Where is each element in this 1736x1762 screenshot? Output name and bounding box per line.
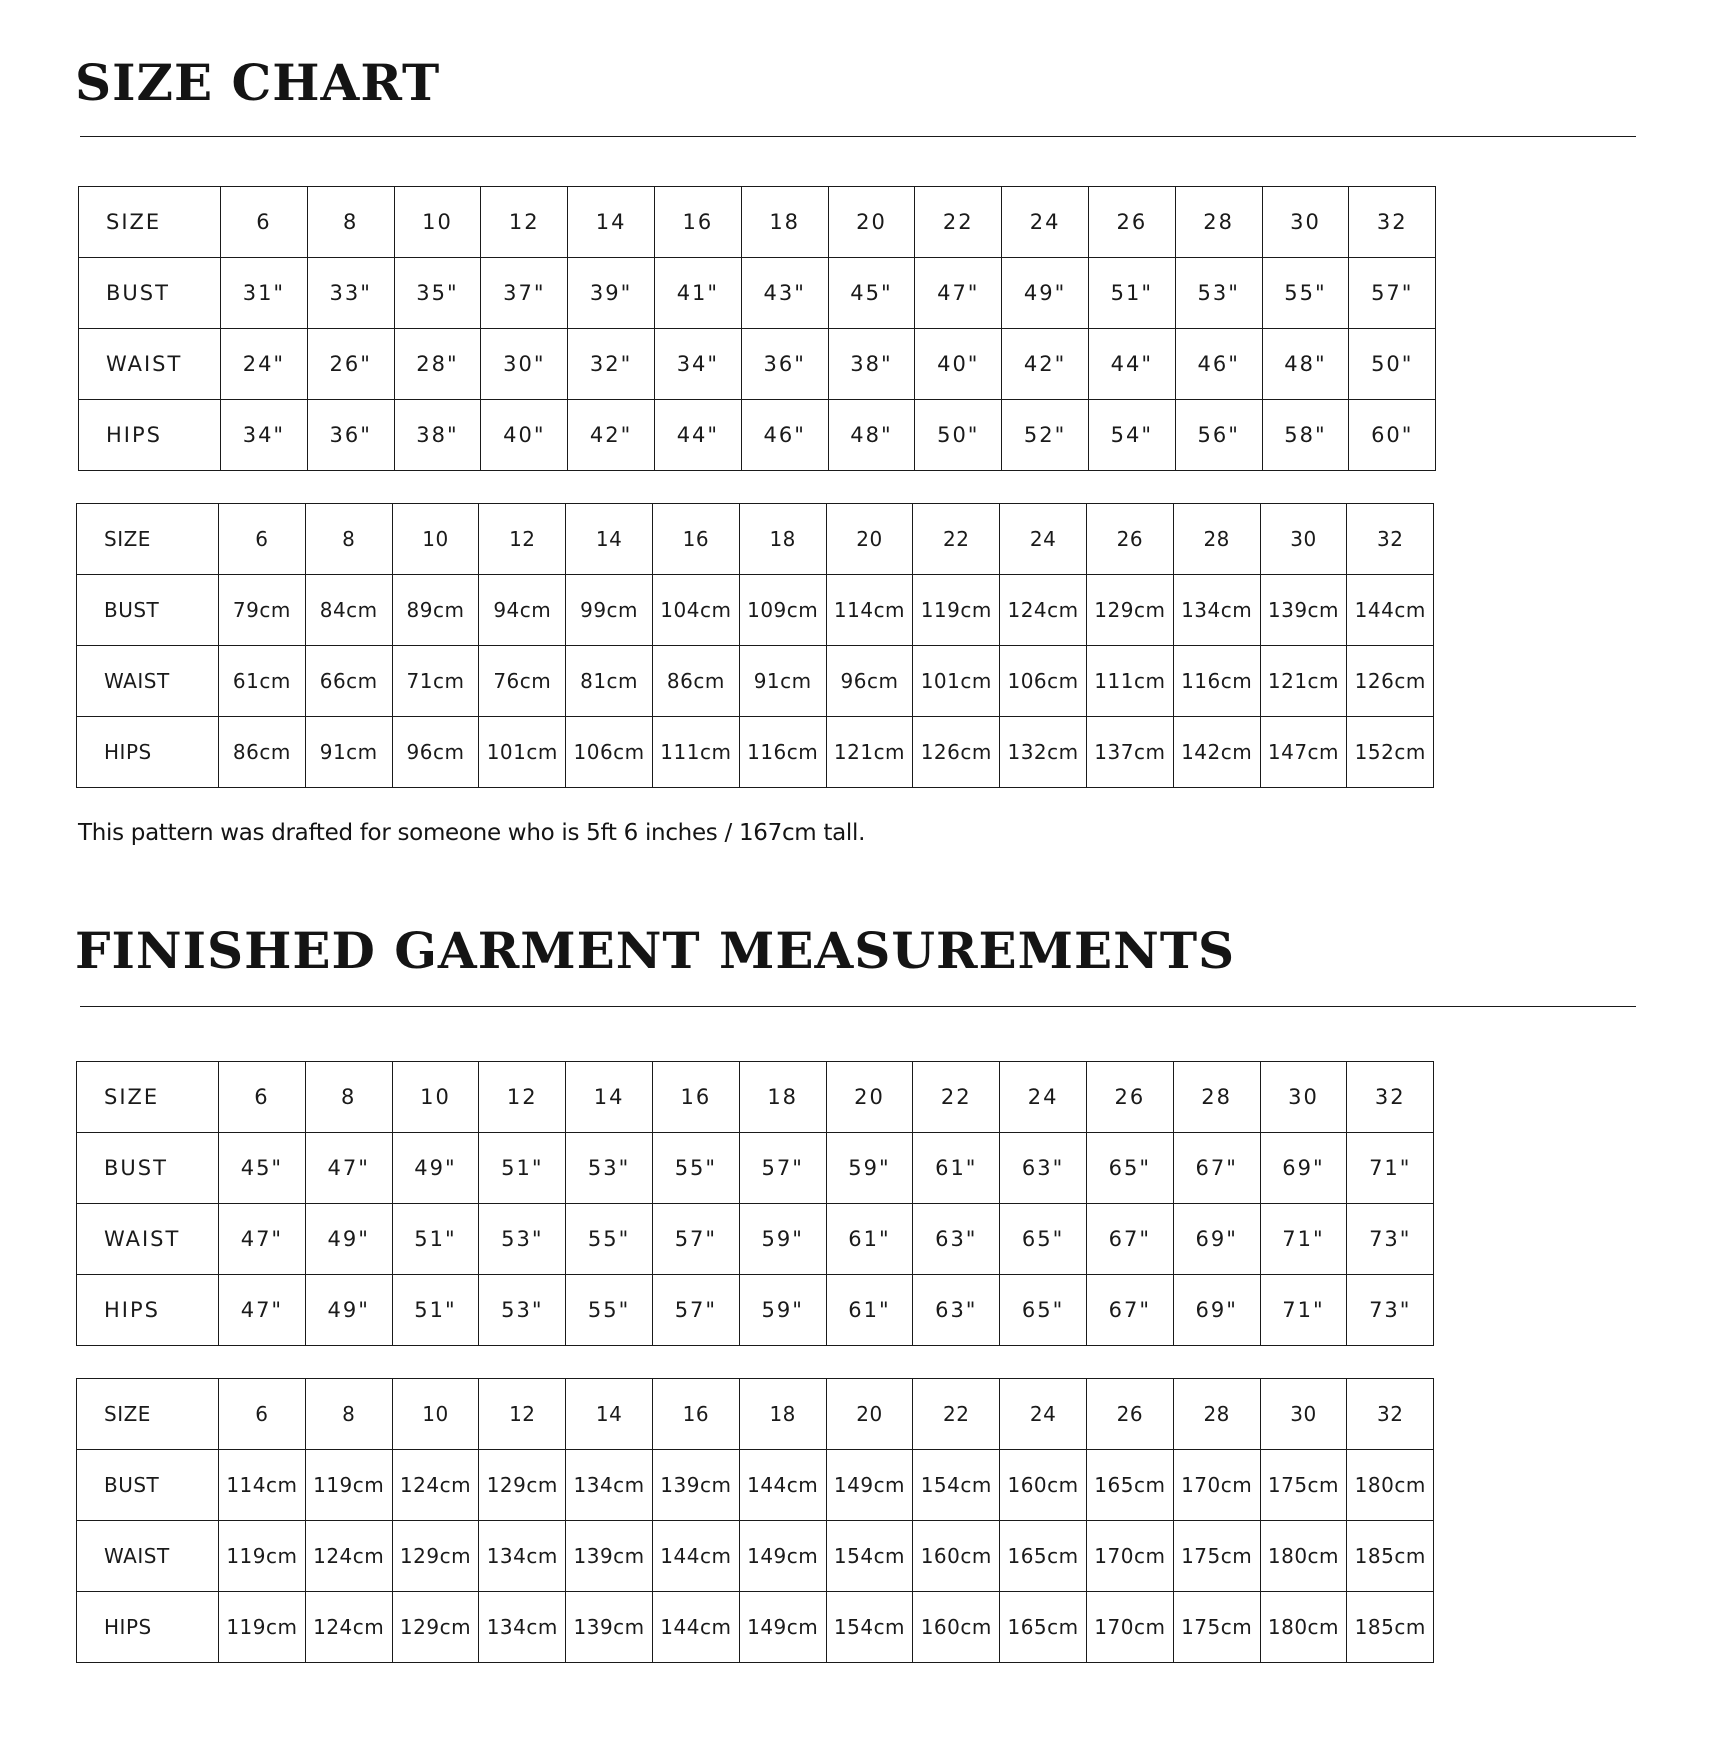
measurement-cell: 89cm <box>392 575 479 646</box>
measurement-cell: 154cm <box>826 1521 913 1592</box>
size-header-cell: 18 <box>741 187 828 258</box>
measurement-cell: 73" <box>1347 1275 1434 1346</box>
size-header-cell: 14 <box>566 1062 653 1133</box>
size-header-cell: 16 <box>652 1062 739 1133</box>
measurement-cell: 134cm <box>566 1450 653 1521</box>
measurement-cell: 91cm <box>305 717 392 788</box>
measurement-cell: 50" <box>1349 329 1436 400</box>
measurement-cell: 34" <box>221 400 308 471</box>
measurement-cell: 30" <box>481 329 568 400</box>
table-row <box>77 1592 1434 1663</box>
measurement-cell: 47" <box>219 1275 306 1346</box>
measurement-cell: 32" <box>568 329 655 400</box>
size-chart-title: SIZE CHART <box>75 53 441 112</box>
measurement-cell: 109cm <box>739 575 826 646</box>
measurement-cell: 38" <box>394 400 481 471</box>
measurement-cell: 175cm <box>1173 1592 1260 1663</box>
table-row <box>77 1133 1434 1204</box>
measurement-cell: 73" <box>1347 1204 1434 1275</box>
table-row <box>77 1450 1434 1521</box>
size-header-cell: 26 <box>1086 1062 1173 1133</box>
measurement-cell: 61cm <box>219 646 306 717</box>
measurement-cell: 81cm <box>566 646 653 717</box>
title-divider <box>80 1006 1636 1007</box>
row-label: SIZE <box>77 504 219 575</box>
size-header-cell: 30 <box>1260 1062 1347 1133</box>
measurement-cell: 36" <box>307 400 394 471</box>
measurement-cell: 180cm <box>1260 1521 1347 1592</box>
measurement-cell: 47" <box>305 1133 392 1204</box>
measurement-cell: 165cm <box>1000 1521 1087 1592</box>
measurement-cell: 119cm <box>219 1592 306 1663</box>
size-header-cell: 14 <box>568 187 655 258</box>
measurement-cell: 61" <box>913 1133 1000 1204</box>
size-header-cell: 16 <box>654 187 741 258</box>
measurement-cell: 67" <box>1086 1275 1173 1346</box>
measurement-cell: 50" <box>915 400 1002 471</box>
table-row <box>77 717 1434 788</box>
measurement-cell: 134cm <box>479 1592 566 1663</box>
size-header-cell: 28 <box>1175 187 1262 258</box>
measurement-cell: 99cm <box>566 575 653 646</box>
measurement-cell: 46" <box>741 400 828 471</box>
measurement-cell: 126cm <box>1347 646 1434 717</box>
size-header-cell: 20 <box>826 1062 913 1133</box>
height-note: This pattern was drafted for someone who is 5ft 6 inches / 167cm tall. <box>78 820 866 846</box>
measurement-cell: 71cm <box>392 646 479 717</box>
measurement-cell: 139cm <box>566 1521 653 1592</box>
measurement-cell: 45" <box>219 1133 306 1204</box>
size-header-cell: 10 <box>394 187 481 258</box>
measurement-cell: 121cm <box>1260 646 1347 717</box>
row-label: HIPS <box>77 717 219 788</box>
measurement-cell: 55" <box>566 1204 653 1275</box>
size-header-cell: 22 <box>915 187 1002 258</box>
size-header-cell: 18 <box>739 504 826 575</box>
measurement-cell: 124cm <box>305 1521 392 1592</box>
measurement-cell: 124cm <box>305 1592 392 1663</box>
measurement-cell: 129cm <box>1086 575 1173 646</box>
measurement-cell: 54" <box>1088 400 1175 471</box>
measurement-cell: 84cm <box>305 575 392 646</box>
measurement-cell: 96cm <box>826 646 913 717</box>
measurement-cell: 40" <box>915 329 1002 400</box>
measurement-cell: 160cm <box>913 1521 1000 1592</box>
measurement-cell: 28" <box>394 329 481 400</box>
measurement-cell: 86cm <box>219 717 306 788</box>
measurement-cell: 52" <box>1002 400 1089 471</box>
measurement-cell: 59" <box>739 1204 826 1275</box>
table-row <box>79 329 1436 400</box>
size-header-cell: 30 <box>1262 187 1349 258</box>
size-header-cell: 16 <box>652 1379 739 1450</box>
measurement-cell: 185cm <box>1347 1521 1434 1592</box>
measurement-cell: 47" <box>915 258 1002 329</box>
size-header-cell: 24 <box>1000 504 1087 575</box>
row-label: WAIST <box>77 1204 219 1275</box>
size-header-cell: 28 <box>1173 1062 1260 1133</box>
measurement-cell: 185cm <box>1347 1592 1434 1663</box>
measurement-cell: 48" <box>828 400 915 471</box>
size-chart-cm-table <box>76 503 1434 788</box>
measurement-cell: 69" <box>1260 1133 1347 1204</box>
size-header-cell: 6 <box>219 504 306 575</box>
measurement-cell: 134cm <box>479 1521 566 1592</box>
row-label: HIPS <box>77 1275 219 1346</box>
measurement-cell: 34" <box>654 329 741 400</box>
size-header-cell: 6 <box>221 187 308 258</box>
measurement-cell: 48" <box>1262 329 1349 400</box>
measurement-cell: 121cm <box>826 717 913 788</box>
measurement-cell: 39" <box>568 258 655 329</box>
measurement-cell: 49" <box>305 1275 392 1346</box>
measurement-cell: 33" <box>307 258 394 329</box>
measurement-cell: 66cm <box>305 646 392 717</box>
measurement-cell: 71" <box>1347 1133 1434 1204</box>
measurement-cell: 106cm <box>1000 646 1087 717</box>
measurement-cell: 101cm <box>479 717 566 788</box>
measurement-cell: 124cm <box>1000 575 1087 646</box>
row-label: HIPS <box>77 1592 219 1663</box>
measurement-cell: 129cm <box>392 1521 479 1592</box>
row-label: WAIST <box>77 646 219 717</box>
measurement-cell: 86cm <box>652 646 739 717</box>
measurement-cell: 111cm <box>652 717 739 788</box>
table-row <box>77 1379 1434 1450</box>
measurement-cell: 175cm <box>1173 1521 1260 1592</box>
table-row <box>77 1062 1434 1133</box>
measurement-cell: 114cm <box>826 575 913 646</box>
measurement-cell: 144cm <box>652 1521 739 1592</box>
measurement-cell: 46" <box>1175 329 1262 400</box>
row-label: SIZE <box>77 1379 219 1450</box>
measurement-cell: 57" <box>652 1275 739 1346</box>
measurement-cell: 170cm <box>1173 1450 1260 1521</box>
size-header-cell: 28 <box>1173 1379 1260 1450</box>
measurement-cell: 126cm <box>913 717 1000 788</box>
measurement-cell: 144cm <box>739 1450 826 1521</box>
measurement-cell: 106cm <box>566 717 653 788</box>
measurement-cell: 137cm <box>1086 717 1173 788</box>
measurement-cell: 26" <box>307 329 394 400</box>
table-row <box>77 504 1434 575</box>
row-label: WAIST <box>79 329 221 400</box>
measurement-cell: 116cm <box>739 717 826 788</box>
measurement-cell: 53" <box>479 1204 566 1275</box>
measurement-cell: 101cm <box>913 646 1000 717</box>
measurement-cell: 58" <box>1262 400 1349 471</box>
size-header-cell: 10 <box>392 1379 479 1450</box>
measurement-cell: 119cm <box>219 1521 306 1592</box>
measurement-cell: 129cm <box>479 1450 566 1521</box>
table-row <box>77 575 1434 646</box>
size-header-cell: 30 <box>1260 1379 1347 1450</box>
row-label: SIZE <box>77 1062 219 1133</box>
measurement-cell: 65" <box>1000 1204 1087 1275</box>
measurement-cell: 132cm <box>1000 717 1087 788</box>
measurement-cell: 36" <box>741 329 828 400</box>
measurement-cell: 42" <box>568 400 655 471</box>
size-header-cell: 22 <box>913 1062 1000 1133</box>
row-label: BUST <box>77 1450 219 1521</box>
measurement-cell: 63" <box>913 1204 1000 1275</box>
measurement-cell: 31" <box>221 258 308 329</box>
measurement-cell: 43" <box>741 258 828 329</box>
table-row <box>77 646 1434 717</box>
measurement-cell: 71" <box>1260 1204 1347 1275</box>
measurement-cell: 142cm <box>1173 717 1260 788</box>
measurement-cell: 37" <box>481 258 568 329</box>
finished-garment-title: FINISHED GARMENT MEASUREMENTS <box>75 921 1236 980</box>
measurement-cell: 59" <box>739 1275 826 1346</box>
title-divider <box>80 136 1636 137</box>
measurement-cell: 56" <box>1175 400 1262 471</box>
size-header-cell: 8 <box>307 187 394 258</box>
size-header-cell: 22 <box>913 504 1000 575</box>
measurement-cell: 170cm <box>1086 1521 1173 1592</box>
measurement-cell: 160cm <box>913 1592 1000 1663</box>
size-header-cell: 24 <box>1000 1062 1087 1133</box>
measurement-cell: 180cm <box>1347 1450 1434 1521</box>
row-label: BUST <box>77 1133 219 1204</box>
measurement-cell: 149cm <box>826 1450 913 1521</box>
size-header-cell: 18 <box>739 1062 826 1133</box>
table-row <box>77 1521 1434 1592</box>
measurement-cell: 44" <box>654 400 741 471</box>
size-header-cell: 20 <box>826 1379 913 1450</box>
size-header-cell: 14 <box>566 504 653 575</box>
size-header-cell: 20 <box>826 504 913 575</box>
size-header-cell: 12 <box>479 1062 566 1133</box>
row-label: BUST <box>79 258 221 329</box>
size-header-cell: 18 <box>739 1379 826 1450</box>
measurement-cell: 76cm <box>479 646 566 717</box>
row-label: WAIST <box>77 1521 219 1592</box>
measurement-cell: 59" <box>826 1133 913 1204</box>
measurement-cell: 139cm <box>652 1450 739 1521</box>
row-label: BUST <box>77 575 219 646</box>
size-header-cell: 8 <box>305 504 392 575</box>
measurement-cell: 65" <box>1000 1275 1087 1346</box>
measurement-cell: 51" <box>392 1204 479 1275</box>
measurement-cell: 53" <box>566 1133 653 1204</box>
measurement-cell: 67" <box>1173 1133 1260 1204</box>
size-header-cell: 24 <box>1000 1379 1087 1450</box>
row-label: SIZE <box>79 187 221 258</box>
measurement-cell: 49" <box>1002 258 1089 329</box>
measurement-cell: 57" <box>739 1133 826 1204</box>
measurement-cell: 60" <box>1349 400 1436 471</box>
measurement-cell: 53" <box>1175 258 1262 329</box>
table-row <box>77 1275 1434 1346</box>
measurement-cell: 116cm <box>1173 646 1260 717</box>
measurement-cell: 41" <box>654 258 741 329</box>
measurement-cell: 69" <box>1173 1275 1260 1346</box>
size-header-cell: 26 <box>1086 504 1173 575</box>
measurement-cell: 49" <box>392 1133 479 1204</box>
measurement-cell: 154cm <box>913 1450 1000 1521</box>
measurement-cell: 144cm <box>1347 575 1434 646</box>
finished-garment-inches-table <box>76 1061 1434 1346</box>
size-header-cell: 16 <box>652 504 739 575</box>
measurement-cell: 63" <box>1000 1133 1087 1204</box>
measurement-cell: 69" <box>1173 1204 1260 1275</box>
measurement-cell: 63" <box>913 1275 1000 1346</box>
size-chart-inches-table <box>78 186 1436 471</box>
measurement-cell: 57" <box>1349 258 1436 329</box>
measurement-cell: 51" <box>1088 258 1175 329</box>
measurement-cell: 149cm <box>739 1521 826 1592</box>
size-header-cell: 8 <box>305 1379 392 1450</box>
measurement-cell: 144cm <box>652 1592 739 1663</box>
size-header-cell: 10 <box>392 1062 479 1133</box>
size-header-cell: 32 <box>1349 187 1436 258</box>
size-header-cell: 6 <box>219 1379 306 1450</box>
measurement-cell: 94cm <box>479 575 566 646</box>
measurement-cell: 152cm <box>1347 717 1434 788</box>
measurement-cell: 67" <box>1086 1204 1173 1275</box>
measurement-cell: 154cm <box>826 1592 913 1663</box>
measurement-cell: 119cm <box>913 575 1000 646</box>
measurement-cell: 134cm <box>1173 575 1260 646</box>
finished-garment-cm-table <box>76 1378 1434 1663</box>
measurement-cell: 51" <box>479 1133 566 1204</box>
measurement-cell: 147cm <box>1260 717 1347 788</box>
table-row <box>79 187 1436 258</box>
size-header-cell: 14 <box>566 1379 653 1450</box>
size-header-cell: 8 <box>305 1062 392 1133</box>
size-header-cell: 24 <box>1002 187 1089 258</box>
measurement-cell: 45" <box>828 258 915 329</box>
size-header-cell: 32 <box>1347 1062 1434 1133</box>
measurement-cell: 129cm <box>392 1592 479 1663</box>
table-row <box>79 400 1436 471</box>
measurement-cell: 38" <box>828 329 915 400</box>
measurement-cell: 55" <box>1262 258 1349 329</box>
measurement-cell: 139cm <box>566 1592 653 1663</box>
measurement-cell: 180cm <box>1260 1592 1347 1663</box>
size-header-cell: 12 <box>479 504 566 575</box>
measurement-cell: 57" <box>652 1204 739 1275</box>
measurement-cell: 49" <box>305 1204 392 1275</box>
measurement-cell: 47" <box>219 1204 306 1275</box>
size-header-cell: 30 <box>1260 504 1347 575</box>
measurement-cell: 160cm <box>1000 1450 1087 1521</box>
measurement-cell: 61" <box>826 1204 913 1275</box>
measurement-cell: 71" <box>1260 1275 1347 1346</box>
measurement-cell: 96cm <box>392 717 479 788</box>
measurement-cell: 165cm <box>1000 1592 1087 1663</box>
size-header-cell: 26 <box>1086 1379 1173 1450</box>
row-label: HIPS <box>79 400 221 471</box>
size-header-cell: 6 <box>219 1062 306 1133</box>
measurement-cell: 175cm <box>1260 1450 1347 1521</box>
size-header-cell: 28 <box>1173 504 1260 575</box>
measurement-cell: 91cm <box>739 646 826 717</box>
measurement-cell: 51" <box>392 1275 479 1346</box>
measurement-cell: 139cm <box>1260 575 1347 646</box>
measurement-cell: 104cm <box>652 575 739 646</box>
size-header-cell: 22 <box>913 1379 1000 1450</box>
measurement-cell: 61" <box>826 1275 913 1346</box>
measurement-cell: 55" <box>566 1275 653 1346</box>
size-header-cell: 32 <box>1347 1379 1434 1450</box>
measurement-cell: 170cm <box>1086 1592 1173 1663</box>
measurement-cell: 65" <box>1086 1133 1173 1204</box>
measurement-cell: 119cm <box>305 1450 392 1521</box>
size-header-cell: 10 <box>392 504 479 575</box>
measurement-cell: 53" <box>479 1275 566 1346</box>
measurement-cell: 24" <box>221 329 308 400</box>
measurement-cell: 111cm <box>1086 646 1173 717</box>
measurement-cell: 124cm <box>392 1450 479 1521</box>
size-header-cell: 32 <box>1347 504 1434 575</box>
table-row <box>77 1204 1434 1275</box>
measurement-cell: 42" <box>1002 329 1089 400</box>
measurement-cell: 44" <box>1088 329 1175 400</box>
size-header-cell: 20 <box>828 187 915 258</box>
measurement-cell: 114cm <box>219 1450 306 1521</box>
measurement-cell: 149cm <box>739 1592 826 1663</box>
measurement-cell: 55" <box>652 1133 739 1204</box>
measurement-cell: 165cm <box>1086 1450 1173 1521</box>
size-header-cell: 12 <box>479 1379 566 1450</box>
measurement-cell: 35" <box>394 258 481 329</box>
size-header-cell: 12 <box>481 187 568 258</box>
size-header-cell: 26 <box>1088 187 1175 258</box>
measurement-cell: 40" <box>481 400 568 471</box>
measurement-cell: 79cm <box>219 575 306 646</box>
table-row <box>79 258 1436 329</box>
